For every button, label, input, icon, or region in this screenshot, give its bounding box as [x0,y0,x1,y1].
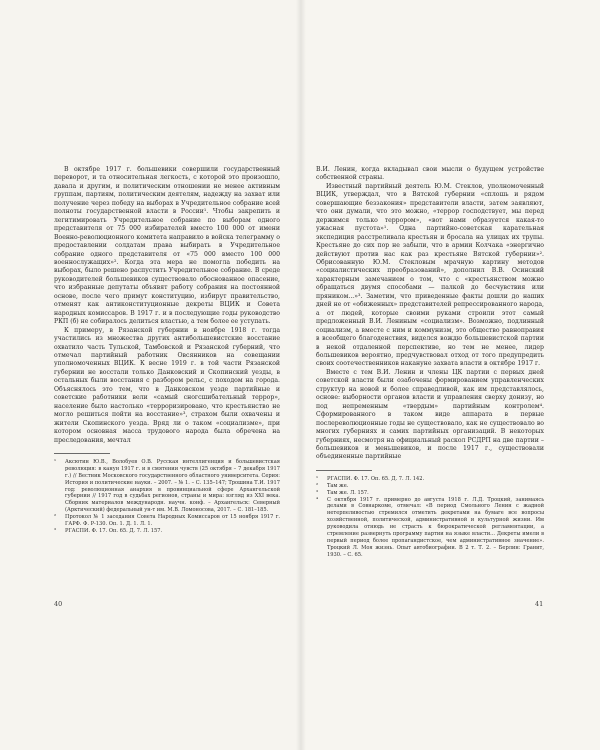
page-number-left: 40 [54,600,63,608]
footnote-number: ³ [54,528,57,535]
footnote-number: ¹ [316,475,319,482]
footnote-text: Аксютин Ю.В., Волобуев О.В. Русская интеллигенция и большевистская революция: в канун 1917 г. и в смятении чувств (25 октября – 7 декабря 1917 г.) // Вестник Московского государственного областного университета. Серия: История и политические науки. – 2007. – № 1. – С. 135–147; Трошина Т.И. 1917 год: революционная анархия в провинциальной сфере Архангельской губернии // 1917 год в судьбах регионов, страны и мира: взгляд из XXI века. Сборник материалов международн. научн. конф. – Архангельск: Северный (Арктический) федеральный ун-т им. М.В. Ломоносова, 2017. – С. 181–185. [65,458,280,514]
footnote-rule [54,453,110,454]
footnote-text: Там же. [327,482,349,489]
footnote-number: ² [54,514,57,521]
footnote [54,514,280,528]
footnote [316,490,544,497]
footnote-number: ² [316,482,319,489]
right-page-column [316,166,544,559]
right-footnotes [316,476,544,559]
footnote-text: Протокол № 1 заседания Совета Народных Комиссаров от 15 ноября 1917 г. ГАРФ. Ф. Р-130. Оп. 1. Д. 1. Л. 1. [65,514,280,528]
footnote-number: ¹ [54,458,57,465]
footnote [316,483,544,490]
left-body-text [54,166,280,445]
footnote [54,459,280,514]
footnote-text: РГАСПИ. Ф. 17. Оп. 65. Д. 7. Л. 157. [65,528,163,535]
footnote-number: ⁴ [316,496,319,503]
paragraph: Известный партийный деятель Ю.М. Стеклов, уполномоченный ВЦИК, утверждал, что в Вятской губернии «сплошь и рядом совершающие беззакония» представители власти, затем заявляют, что они думали, что это можно, «террор господствует, мы перед держимся только террором», «вот нами образуется какая-то ужасная пустота»¹. Одна партийно-советская карательная экспедиция расстреливала крестьян и бросала на улицах их трупы. Крестьяне до сих пор не забыли, что в армии Колчака «энергично действуют против нас как раз крестьяне Вятской губернии»². Обрисованную Ю.М. Стекловым мрачную картину методов «социалистических преобразований», дополнил В.В. Осинский характерным замечанием о том, что с «крестьянством можно обращаться двумя способами — палкой до бесчувствия или пряником...»³. Заметим, что приведенные факты дошли до наших дней не от «обиженных» представителей репрессированного народа, а от людей, которые своими руками строили этот самый предложенный В.И. Лениным «социализм». Возможно, подлинный социализм, а вместе с ним и коммунизм, это общество равноправия в всеобщего благоденствия, виделся вождю большевистской партии в некой отдаленной перспективе, но тем не менее, лидер большевиков вероятно, предчувствовал отход от того предупредить своих соотечественников накануне захвата власти в октябре 1917 г. [316,182,544,368]
footnote-text: Там же. Л. 157. [327,489,369,496]
footnote-text: РГАСПИ. Ф. 17. Оп. 65. Д. 7. Л. 142. [327,475,425,482]
paragraph: Вместе с тем В.И. Ленин и члены ЦК партии с первых дней советской власти были озабочены формированием управленческих структур на новой и более справедливой, как им представлялось, основе: выборности органов власти и управления сверху донизу, но под непременным «твердым» партийным контролем⁴. Сформированного в таком виде аппарата в первые послереволюционные годы не существовало, как не существовало во многих губерниях и самих партийных организаций. В некоторых губерниях, несмотря на официальный раскол РСДРП на две партии – большевиков и меньшевиков, и после 1917 г., существовали объединенные партийные [316,368,544,461]
page-number-right: 41 [535,600,544,608]
footnote-rule [316,470,372,471]
paragraph: В октябре 1917 г. большевики совершили государственный переворот, и та относительная легкость, с которой это произошло, давала и другим, и политическим отношении не менее активным группам, партиям, политическим деятелям, надежду на захват или получение через победу на выборах в Учредительное собрание всей полноты государственной власти в России¹. Чтобы закрепить и легитимировать Учредительное собрание по выборам одного представителя от 75 000 избирателей вместо 100 000 от имени Военно-революционного комитета направило в войска телеграмму о предоставлении солдатам права выбирать в Учредительное собрание одного представителя от «75 000 вместо 100 000 военнослужащих»². Когда эта мера не помогла победить на выборах, было решено распустить Учредительное собрание. В среде руководителей большевиков существовало обоснованное опасение, что избранные депутаты объявят работу собрания на постоянной основе, после чего примут конституцию, избирут правительство, отменят как антиконституционные декреты ВЦИК и Совета народных комиссаров. В 1917 г. и в последующие годы руководство РКП (б) не собиралось делиться властью, а тем более ее уступать. [54,166,280,326]
left-page-column [54,166,280,535]
paragraph: В.И. Ленин, когда вкладывал свои мысли о будущем устройстве собственной страны. [316,166,544,182]
footnote-text: С октября 1917 г. примерно до августа 1918 г. Л.Д. Троцкий, занимаясь делами в Совнаркоме, отмечал: «В период Смольного Ленин с жадной нетерпеливостью стремился отметить декретами на бумаге все вопросы хозяйственной, политической, административной и культурной жизни. Им руководила отнюдь не страсть к бюрократической регламентации, а стремление развернуть программу партии на языке власти... Декреты имели в первый период более пропагандистское, чем административное значение». Троцкий Л. Моя жизнь. Опыт автобиографии. В 2 т. Т. 2. – Берлин: Гранит, 1930. – С. 65. [327,496,544,558]
right-page [302,0,600,750]
footnote [54,528,280,535]
right-body-text [316,166,544,462]
footnote [316,497,544,559]
footnote [316,476,544,483]
footnote-number: ³ [316,489,319,496]
left-footnotes [54,459,280,535]
book-gutter-shadow [296,0,306,750]
paragraph: К примеру, в Рязанской губернии в ноябре 1918 г. тогда участились из множества других антибольшевистские восстание охватило часть Тульской, Тамбовской и Рязанской губерний, что отмечал партийный работник Овсянников на совещании уполномоченных ВЦИК. К весне 1919 г. в той части Рязанской губернии не восстали только Данковский и Скопинский уезды, в остальных были восстания с разбором рельс, с походом на города. Объяснялось это тем, что в Данковском уезде партийные и советские работники вели «самый сногсшибательный террор», население было настолько «терроризировано, что крестьянство не могло решиться пойти на восстание»³, страхом были охвачены и жители Скопинского уезда. Вряд ли о таком «социализме», при котором основная масса трудового народа была обречена на преследования, мечтал [54,326,280,444]
